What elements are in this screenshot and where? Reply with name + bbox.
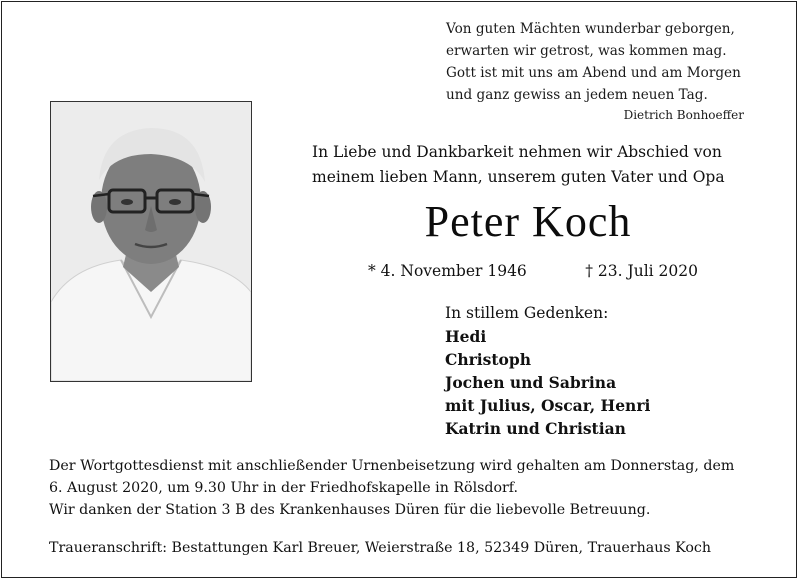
family-member: Katrin und Christian <box>445 419 626 438</box>
poem-line: erwarten wir getrost, was kommen mag. <box>446 43 727 59</box>
death-date: † 23. Juli 2020 <box>585 262 698 280</box>
intro-line: In Liebe und Dankbarkeit nehmen wir Abschied von <box>312 143 722 161</box>
family-member: Hedi <box>445 327 487 346</box>
family-member: mit Julius, Oscar, Henri <box>445 396 651 415</box>
poem-author: Dietrich Bonhoeffer <box>623 108 744 122</box>
service-info <box>49 455 743 521</box>
family-member: Christoph <box>445 350 531 369</box>
portrait-illustration <box>51 102 251 381</box>
life-dates <box>368 262 698 280</box>
portrait-photo <box>50 101 252 382</box>
family-member: Jochen und Sabrina <box>445 373 617 392</box>
poem-line: Von guten Mächten wunderbar geborgen, <box>446 21 735 37</box>
intro-line: meinem lieben Mann, unserem guten Vater und Opa <box>312 168 725 186</box>
intro-text <box>312 140 744 190</box>
birth-date: * 4. November 1946 <box>368 262 527 280</box>
service-line: 6. August 2020, um 9.30 Uhr in der Friedhofskapelle in Rölsdorf. <box>49 480 519 496</box>
mourning-address: Traueranschrift: Bestattungen Karl Breuer, Weierstraße 18, 52349 Düren, Trauerhaus Koch <box>49 540 711 556</box>
family-heading: In stillem Gedenken: <box>445 304 609 322</box>
poem <box>446 18 756 126</box>
poem-line: und ganz gewiss an jedem neuen Tag. <box>446 87 708 103</box>
service-line: Der Wortgottesdienst mit anschließender Urnenbeisetzung wird gehalten am Donnerstag, dem <box>49 458 735 474</box>
thanks-line: Wir danken der Station 3 B des Krankenhauses Düren für die liebevolle Betreuung. <box>49 502 651 518</box>
poem-line: Gott ist mit uns am Abend und am Morgen <box>446 65 741 81</box>
deceased-name: Peter Koch <box>424 197 632 246</box>
family-list <box>445 302 745 440</box>
